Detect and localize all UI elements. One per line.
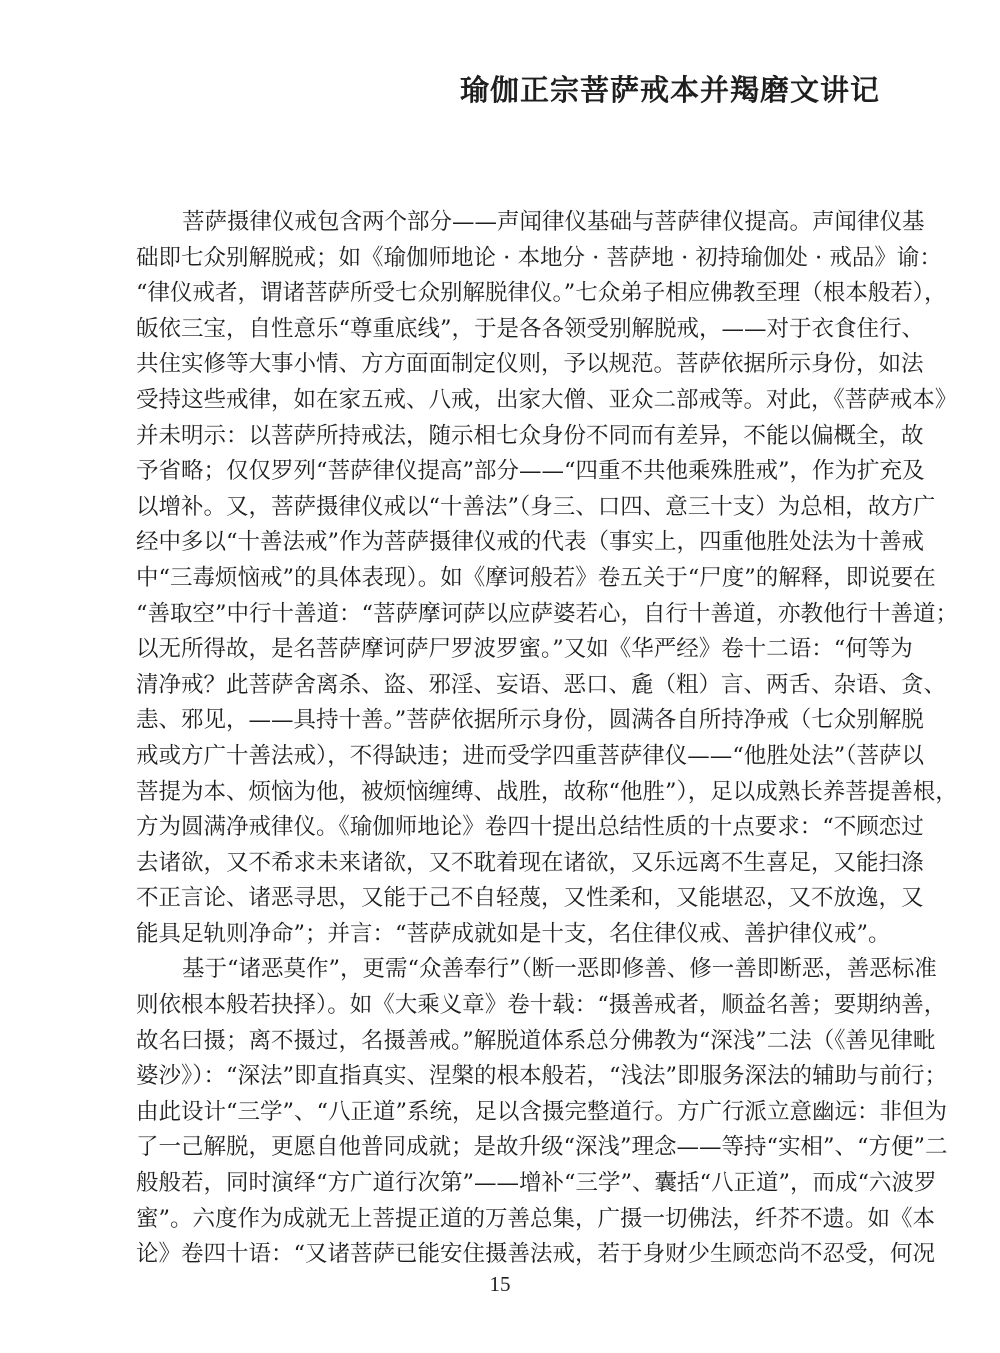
text-line: 菩提为本、烦恼为他，被烦恼缠缚、战胜，故称“他胜”），足以成熟长养菩提善根， <box>136 778 958 805</box>
text-line: 方为圆满净戒律仪。《瑜伽师地论》卷四十提出总结性质的十点要求：“不顾恋过 <box>136 814 924 841</box>
text-line: 并未明示：以菩萨所持戒法，随示相七众身份不同而有差异，不能以偏概全，故 <box>136 422 924 449</box>
text-line: 蜜”。六度作为成就无上菩提正道的万善总集，广摄一切佛法，纤芥不遗。如《本 <box>136 1205 936 1232</box>
text-line: 了一己解脱，更愿自他普同成就；是故升级“深浅”理念——等持“实相”、“方便”二 <box>136 1134 948 1161</box>
text-line: 故名曰摄；离不摄过，名摄善戒。”解脱道体系总分佛教为“深浅”二法（《善见律毗 <box>136 1027 936 1054</box>
running-header-title: 瑜伽正宗菩萨戒本并羯磨文讲记 <box>459 73 880 107</box>
text-line: 础即七众别解脱戒；如《瑜伽师地论 · 本地分 · 菩萨地 · 初持瑜伽处 · 戒品》谕： <box>136 244 942 271</box>
text-line: 般般若，同时演绎“方广道行次第”——增补“三学”、囊括“八正道”，而成“六波罗 <box>136 1170 937 1197</box>
text-line: 菩萨摄律仪戒包含两个部分——声闻律仪基础与菩萨律仪提高。声闻律仪基 <box>182 209 925 235</box>
text-line: 中“三毒烦恼戒”的具体表现）。如《摩诃般若》卷五关于“尸度”的解释，即说要在 <box>136 564 936 591</box>
text-line: 由此设计“三学”、“八正道”系统，足以含摄完整道行。方广行派立意幽远：非但为 <box>136 1098 948 1125</box>
text-line: 戒或方广十善法戒），不得缺违；进而受学四重菩萨律仪——“他胜处法”（菩萨以 <box>136 742 925 769</box>
page-number: 15 <box>489 1272 511 1296</box>
text-line: 以无所得故，是名菩萨摩诃萨尸罗波罗蜜。”又如《华严经》卷十二语：“何等为 <box>136 636 913 663</box>
text-line: 去诸欲，又不希求未来诸欲，又不耽着现在诸欲，又乐远离不生喜足，又能扫涤 <box>136 849 924 876</box>
text-line: 能具足轨则净命”；并言：“菩萨成就如是十支，名住律仪戒、善护律仪戒”。 <box>136 920 891 947</box>
text-line: “律仪戒者，谓诸菩萨所受七众别解脱律仪。”七众弟子相应佛教至理（根本般若）， <box>136 280 947 307</box>
text-line: “善取空”中行十善道：“菩萨摩诃萨以应萨婆若心，自行十善道，亦教他行十善道； <box>136 600 959 627</box>
text-line: 皈依三宝，自性意乐“尊重底线”，于是各各领受别解脱戒，——对于衣食住行、 <box>136 315 925 342</box>
text-line: 恚、邪见，——具持十善。”菩萨依据所示身份，圆满各自所持净戒（七众别解脱 <box>136 707 924 734</box>
text-line: 不正言论、诸恶寻思，又能于己不自轻蔑，又性柔和，又能堪忍，又不放逸，又 <box>136 885 924 912</box>
body-text <box>136 205 959 1273</box>
text-line: 清净戒？此菩萨舍离杀、盗、邪淫、妄语、恶口、麁（粗）言、两舌、杂语、贪、 <box>136 671 947 698</box>
text-line: 婆沙》）：“深法”即直指真实、涅槃的根本般若，“浅法”即服务深法的辅助与前行； <box>136 1063 948 1090</box>
text-line: 共住实修等大事小情、方方面面制定仪则，予以规范。菩萨依据所示身份，如法 <box>136 351 924 378</box>
text-line: 受持这些戒律，如在家五戒、八戒，出家大僧、亚众二部戒等。对此，《菩萨戒本》 <box>136 386 958 413</box>
text-line: 以增补。又，菩萨摄律仪戒以“十善法”（身三、口四、意三十支）为总相，故方广 <box>136 493 936 520</box>
text-line: 基于“诸恶莫作”，更需“众善奉行”（断一恶即修善、修一善即断恶，善恶标准 <box>182 956 937 983</box>
text-line: 则依根本般若抉择）。如《大乘义章》卷十载：“摄善戒者，顺益名善；要期纳善， <box>136 992 947 1019</box>
text-line: 经中多以“十善法戒”作为菩萨摄律仪戒的代表（事实上，四重他胜处法为十善戒 <box>136 529 925 556</box>
text-line: 予省略；仅仅罗列“菩萨律仪提高”部分——“四重不共他乘殊胜戒”，作为扩充及 <box>136 458 925 485</box>
text-line: 论》卷四十语：“又诸菩萨已能安住摄善法戒，若于身财少生顾恋尚不忍受，何况 <box>136 1241 936 1268</box>
paragraph <box>136 952 948 1272</box>
paragraph <box>136 205 959 952</box>
